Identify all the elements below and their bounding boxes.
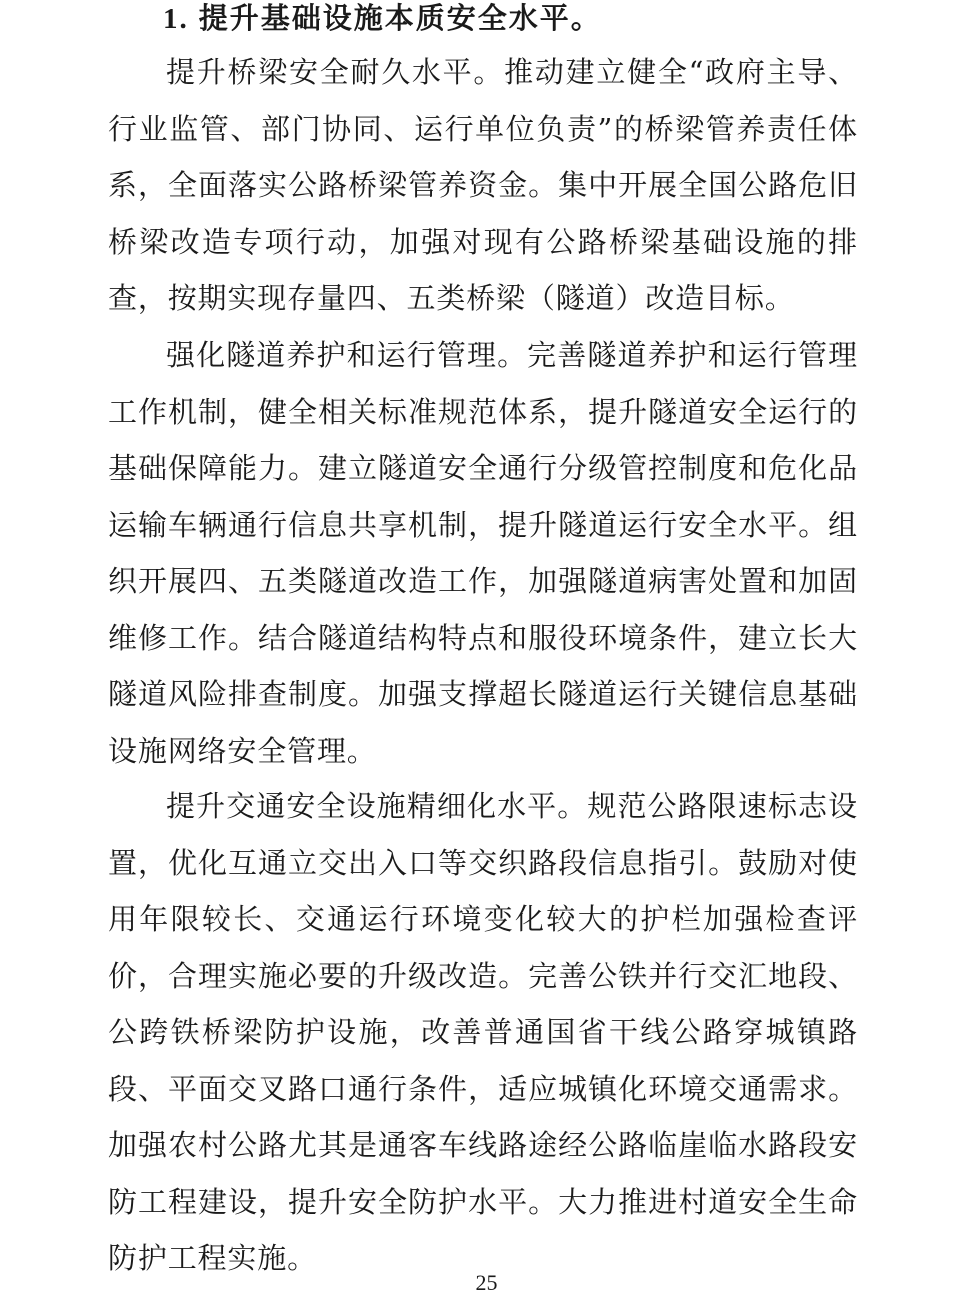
section-title: 提升基础设施本质安全水平。 xyxy=(198,1,602,35)
paragraph-bridge-safety: 提升桥梁安全耐久水平。推动建立健全“政府主导、行业监管、部门协同、运行单位负责”的桥梁管养责任体系，全面落实公路桥梁管养资金。集中开展全国公路危旧桥梁改造专项行动，加强对现有公路桥梁基础设施的排查，按期实现存量四、五类桥梁（隧道）改造目标。 xyxy=(108,55,858,315)
section-number: 1. xyxy=(163,3,189,35)
paragraph-traffic-facilities: 提升交通安全设施精细化水平。规范公路限速标志设置，优化互通立交出入口等交织路段信息指引。鼓励对使用年限较长、交通运行环境变化较大的护栏加强检查评价，合理实施必要的升级改造。完善公铁并行交汇地段、公跨铁桥梁防护设施，改善普通国省干线公路穿城镇路段、平面交叉路口通行条件，适应城镇化环境交通需求。加强农村公路尤其是通客车线路途经公路临崖临水路段安防工程建设，提升安全防护水平。大力推进村道安全生命防护工程实施。 xyxy=(108,789,858,1275)
paragraph-tunnel-management: 强化隧道养护和运行管理。完善隧道养护和运行管理工作机制，健全相关标准规范体系，提升隧道安全运行的基础保障能力。建立隧道安全通行分级管控制度和危化品运输车辆通行信息共享机制，提升隧道运行安全水平。组织开展四、五类隧道改造工作，加强隧道病害处置和加固维修工作。结合隧道结构特点和服役环境条件，建立长大隧道风险排查制度。加强支撑超长隧道运行关键信息基础设施网络安全管理。 xyxy=(108,338,858,768)
page-number: 25 xyxy=(475,1270,498,1295)
section-heading xyxy=(163,0,602,37)
